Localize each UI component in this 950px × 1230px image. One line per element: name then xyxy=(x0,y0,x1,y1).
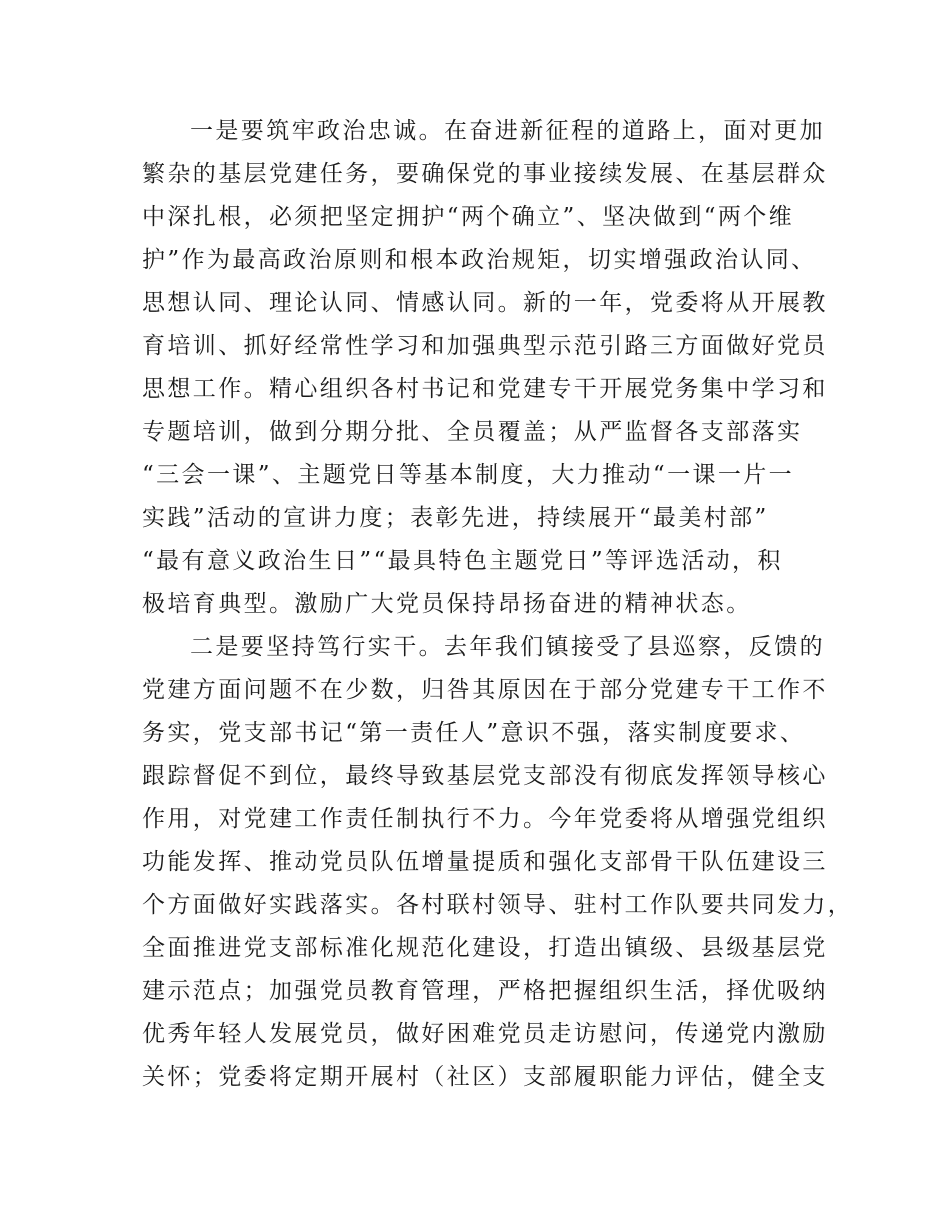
text-line: 护”作为最高政治原则和根本政治规矩，切实增强政治认同、 xyxy=(142,247,817,273)
text-line: 全面推进党支部标准化规范化建设，打造出镇级、县级基层党 xyxy=(142,935,828,961)
text-line: 实践”活动的宣讲力度；表彰先进，持续展开“最美村部” xyxy=(142,505,769,531)
text-line: 作用，对党建工作责任制执行不力。今年党委将从增强党组织 xyxy=(142,806,828,832)
text-line: 关怀；党委将定期开展村（社区）支部履职能力评估，健全支 xyxy=(142,1064,828,1090)
text-line: 建示范点；加强党员教育管理，严格把握组织生活，择优吸纳 xyxy=(142,978,828,1004)
text-line: 务实，党支部书记“第一责任人”意识不强，落实制度要求、 xyxy=(142,720,806,746)
text-line: “最有意义政治生日”“最具特色主题党日”等评选活动，积 xyxy=(142,548,783,574)
text-line: 极培育典型。激励广大党员保持昂扬奋进的精神状态。 xyxy=(142,591,752,617)
text-line: 党建方面问题不在少数，归咎其原因在于部分党建专干工作不 xyxy=(142,677,828,703)
text-line: 思想工作。精心组织各村书记和党建专干开展党务集中学习和 xyxy=(142,376,828,402)
text-line: 思想认同、理论认同、情感认同。新的一年，党委将从开展教 xyxy=(142,290,828,316)
paragraph-1 xyxy=(142,110,828,626)
text-line: 繁杂的基层党建任务，要确保党的事业接续发展、在基层群众 xyxy=(142,161,828,187)
text-line: 育培训、抓好经常性学习和加强典型示范引路三方面做好党员 xyxy=(142,333,828,359)
text-line: 功能发挥、推动党员队伍增量提质和强化支部骨干队伍建设三 xyxy=(142,849,828,875)
paragraph-2 xyxy=(142,626,854,1099)
text-line: 专题培训，做到分期分批、全员覆盖；从严监督各支部落实 xyxy=(142,419,803,445)
text-line: 一是要筑牢政治忠诚。在奋进新征程的道路上，面对更加 xyxy=(190,118,825,144)
text-line: 跟踪督促不到位，最终导致基层党支部没有彻底发挥领导核心 xyxy=(142,763,828,789)
text-line: 二是要坚持笃行实干。去年我们镇接受了县巡察，反馈的 xyxy=(190,634,825,660)
text-line: 优秀年轻人发展党员，做好困难党员走访慰问，传递党内激励 xyxy=(142,1021,828,1047)
body-text xyxy=(142,110,854,1099)
text-line: “三会一课”、主题党日等基本制度，大力推动“一课一片一 xyxy=(142,462,795,488)
text-line: 中深扎根，必须把坚定拥护“两个确立”、坚决做到“两个维 xyxy=(142,204,795,230)
text-line: 个方面做好实践落实。各村联村领导、驻村工作队要共同发力， xyxy=(142,892,854,918)
